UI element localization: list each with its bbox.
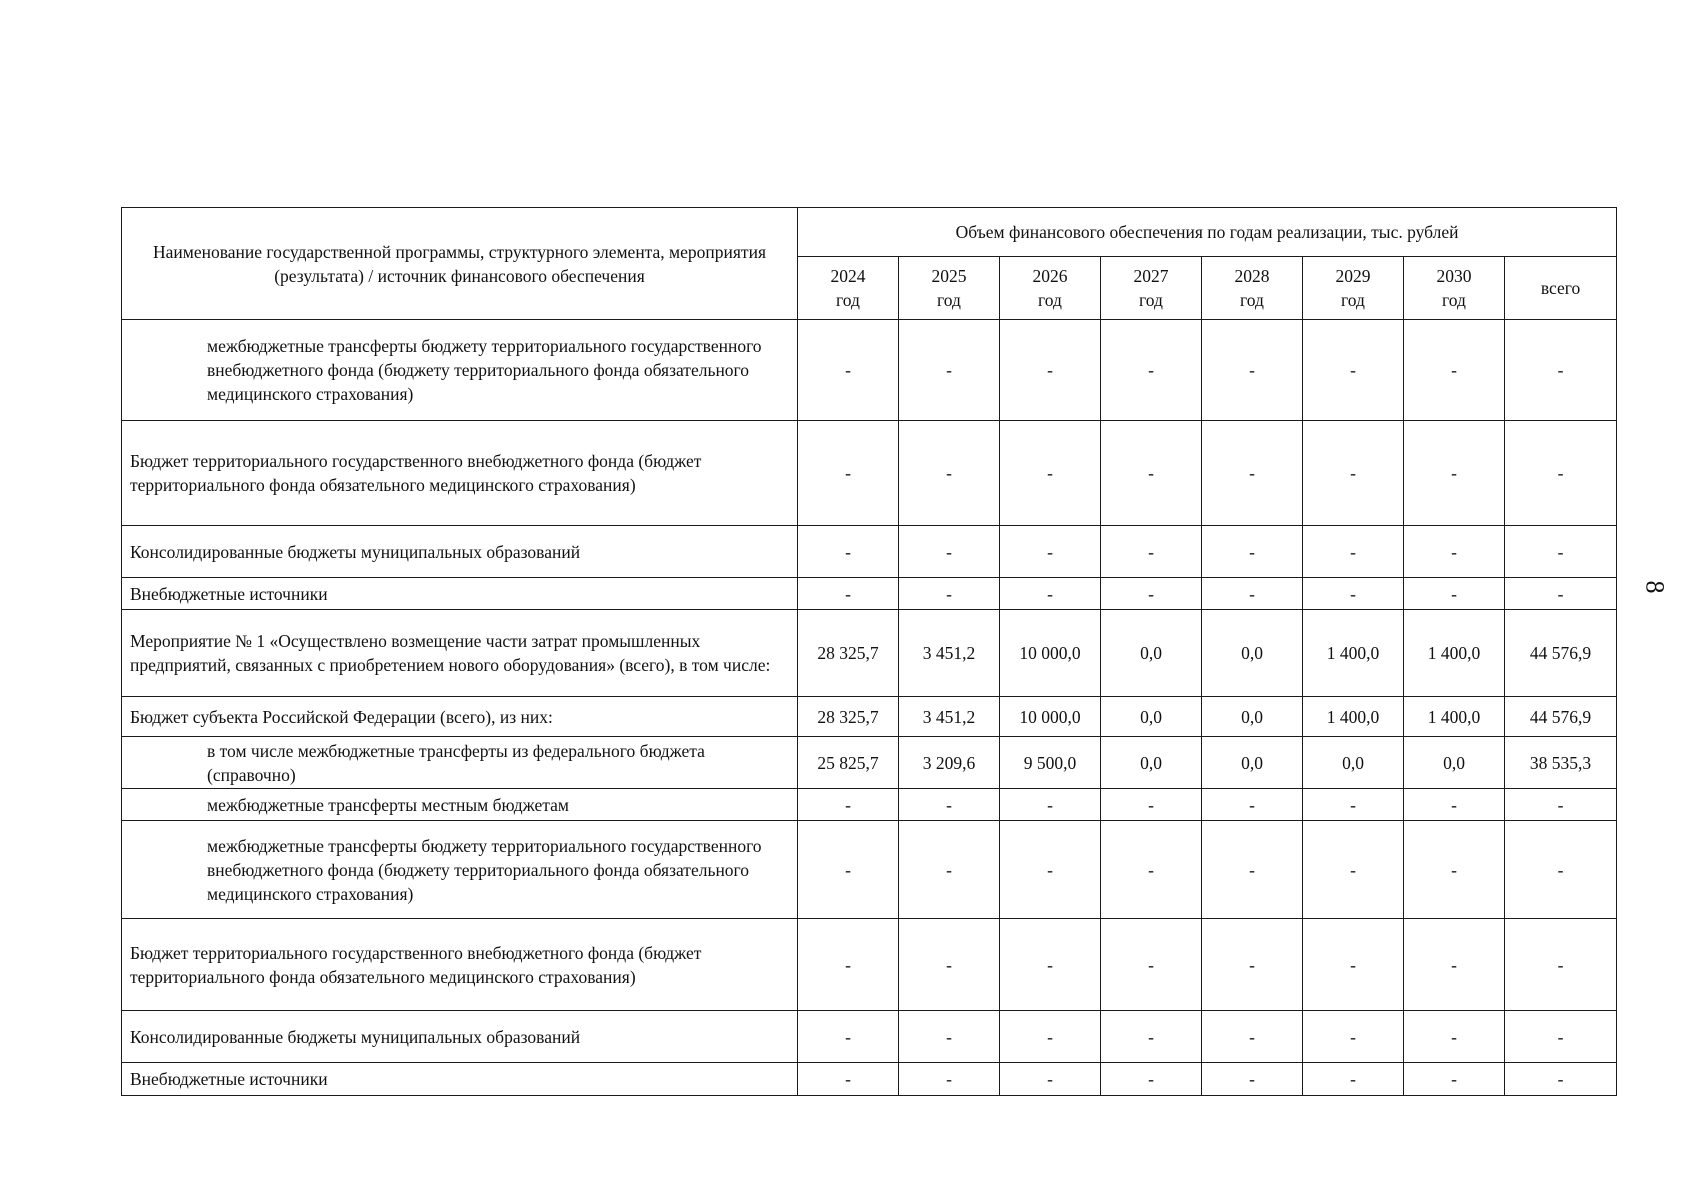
year-value-cell: - <box>1202 421 1303 526</box>
year-value-cell: 0,0 <box>1202 697 1303 737</box>
header-row-top <box>122 208 1617 257</box>
year-value-cell: - <box>1202 320 1303 421</box>
year-value-cell: - <box>1000 320 1101 421</box>
year-value-cell: - <box>1404 1063 1505 1096</box>
year-value-cell: - <box>1101 789 1202 821</box>
table-row <box>122 1011 1617 1063</box>
year-value-cell: - <box>1000 526 1101 578</box>
year-value-cell: 0,0 <box>1404 737 1505 789</box>
year-value-cell: - <box>798 526 899 578</box>
table-row <box>122 919 1617 1011</box>
year-value-cell: 0,0 <box>1303 737 1404 789</box>
year-value-cell: - <box>798 320 899 421</box>
year-value-cell: - <box>1202 1011 1303 1063</box>
total-value-cell: 38 535,3 <box>1505 737 1617 789</box>
year-value-cell: 0,0 <box>1202 737 1303 789</box>
year-value-cell: - <box>1404 421 1505 526</box>
table-row <box>122 789 1617 821</box>
year-value-cell: - <box>1000 789 1101 821</box>
year-value-cell: - <box>1101 421 1202 526</box>
row-name-cell: Консолидированные бюджеты муниципальных образований <box>122 1011 798 1063</box>
total-value-cell: - <box>1505 578 1617 610</box>
year-value-cell: - <box>798 421 899 526</box>
year-value-cell: 28 325,7 <box>798 697 899 737</box>
year-value-cell: - <box>1404 320 1505 421</box>
year-value-cell: - <box>798 789 899 821</box>
year-header-2027: 2027 год <box>1101 257 1202 320</box>
year-value-cell: - <box>1404 1011 1505 1063</box>
table-row <box>122 526 1617 578</box>
year-value-cell: - <box>1101 1011 1202 1063</box>
year-value-cell: - <box>1303 421 1404 526</box>
year-value-cell: - <box>1202 919 1303 1011</box>
row-name-cell: межбюджетные трансферты бюджету территориального государственного внебюджетного фонда (бюджету территориального фонда обязательного медицинского страхования) <box>122 821 798 919</box>
year-value-cell: 3 209,6 <box>899 737 1000 789</box>
year-value-cell: 25 825,7 <box>798 737 899 789</box>
name-column-header: Наименование государственной программы, структурного элемента, мероприятия (результата) / источник финансового обеспечения <box>122 208 798 320</box>
year-value-cell: - <box>1000 1011 1101 1063</box>
year-value-cell: - <box>1303 320 1404 421</box>
table-row <box>122 320 1617 421</box>
finance-volume-header: Объем финансового обеспечения по годам реализации, тыс. рублей <box>798 208 1617 257</box>
row-name-cell: Внебюджетные источники <box>122 1063 798 1096</box>
year-header-2029: 2029 год <box>1303 257 1404 320</box>
year-value-cell: - <box>1101 919 1202 1011</box>
table-row <box>122 578 1617 610</box>
year-value-cell: 1 400,0 <box>1303 697 1404 737</box>
year-value-cell: 3 451,2 <box>899 697 1000 737</box>
year-value-cell: - <box>1404 919 1505 1011</box>
year-value-cell: - <box>1404 526 1505 578</box>
year-value-cell: 0,0 <box>1101 610 1202 697</box>
total-value-cell: - <box>1505 1011 1617 1063</box>
row-name-cell: межбюджетные трансферты бюджету территориального государственного внебюджетного фонда (бюджету территориального фонда обязательного медицинского страхования) <box>122 320 798 421</box>
year-value-cell: - <box>1303 789 1404 821</box>
year-value-cell: 0,0 <box>1101 697 1202 737</box>
year-value-cell: - <box>899 320 1000 421</box>
year-header-2025: 2025 год <box>899 257 1000 320</box>
year-value-cell: - <box>1303 1063 1404 1096</box>
table-body <box>122 320 1617 1096</box>
year-value-cell: - <box>899 821 1000 919</box>
year-value-cell: - <box>1303 1011 1404 1063</box>
year-value-cell: - <box>1202 821 1303 919</box>
year-value-cell: - <box>899 1011 1000 1063</box>
total-value-cell: - <box>1505 526 1617 578</box>
year-value-cell: 0,0 <box>1101 737 1202 789</box>
year-value-cell: - <box>1303 526 1404 578</box>
row-name-cell: Мероприятие № 1 «Осуществлено возмещение части затрат промышленных предприятий, связанных с приобретением нового оборудования» (всего), в том числе: <box>122 610 798 697</box>
year-value-cell: - <box>1202 578 1303 610</box>
year-value-cell: - <box>1000 421 1101 526</box>
year-value-cell: - <box>1101 821 1202 919</box>
year-value-cell: - <box>899 1063 1000 1096</box>
year-value-cell: - <box>1000 919 1101 1011</box>
total-value-cell: - <box>1505 1063 1617 1096</box>
year-value-cell: - <box>1202 1063 1303 1096</box>
year-value-cell: - <box>1000 821 1101 919</box>
total-value-cell: - <box>1505 421 1617 526</box>
year-value-cell: - <box>1101 320 1202 421</box>
year-value-cell: - <box>899 919 1000 1011</box>
page-number: 8 <box>1640 580 1670 594</box>
table-row <box>122 697 1617 737</box>
table-row <box>122 1063 1617 1096</box>
year-value-cell: 28 325,7 <box>798 610 899 697</box>
total-value-cell: - <box>1505 789 1617 821</box>
row-name-cell: Консолидированные бюджеты муниципальных образований <box>122 526 798 578</box>
year-value-cell: - <box>1404 578 1505 610</box>
year-header-2024: 2024 год <box>798 257 899 320</box>
year-value-cell: 10 000,0 <box>1000 610 1101 697</box>
year-value-cell: - <box>798 1011 899 1063</box>
table-row <box>122 421 1617 526</box>
year-value-cell: - <box>899 789 1000 821</box>
year-value-cell: 9 500,0 <box>1000 737 1101 789</box>
year-value-cell: 3 451,2 <box>899 610 1000 697</box>
year-value-cell: 1 400,0 <box>1303 610 1404 697</box>
year-value-cell: - <box>798 578 899 610</box>
year-value-cell: - <box>1101 578 1202 610</box>
year-value-cell: - <box>1000 1063 1101 1096</box>
year-value-cell: - <box>1404 821 1505 919</box>
year-value-cell: - <box>1303 821 1404 919</box>
total-header: всего <box>1505 257 1617 320</box>
year-value-cell: - <box>1101 1063 1202 1096</box>
table-row <box>122 821 1617 919</box>
row-name-cell: межбюджетные трансферты местным бюджетам <box>122 789 798 821</box>
year-header-2026: 2026 год <box>1000 257 1101 320</box>
row-name-cell: Бюджет территориального государственного внебюджетного фонда (бюджет территориального фонда обязательного медицинского страхования) <box>122 421 798 526</box>
table-row <box>122 737 1617 789</box>
year-value-cell: - <box>1202 789 1303 821</box>
total-value-cell: 44 576,9 <box>1505 610 1617 697</box>
year-value-cell: 1 400,0 <box>1404 610 1505 697</box>
year-value-cell: - <box>1303 578 1404 610</box>
year-value-cell: 1 400,0 <box>1404 697 1505 737</box>
year-value-cell: - <box>1404 789 1505 821</box>
year-header-2028: 2028 год <box>1202 257 1303 320</box>
total-value-cell: 44 576,9 <box>1505 697 1617 737</box>
row-name-cell: в том числе межбюджетные трансферты из федерального бюджета (справочно) <box>122 737 798 789</box>
year-value-cell: - <box>798 821 899 919</box>
year-value-cell: - <box>1101 526 1202 578</box>
year-value-cell: - <box>899 421 1000 526</box>
total-value-cell: - <box>1505 821 1617 919</box>
year-value-cell: 10 000,0 <box>1000 697 1101 737</box>
year-header-2030: 2030 год <box>1404 257 1505 320</box>
year-value-cell: - <box>1000 578 1101 610</box>
row-name-cell: Внебюджетные источники <box>122 578 798 610</box>
year-value-cell: - <box>798 1063 899 1096</box>
row-name-cell: Бюджет территориального государственного внебюджетного фонда (бюджет территориального фонда обязательного медицинского страхования) <box>122 919 798 1011</box>
year-value-cell: - <box>1202 526 1303 578</box>
total-value-cell: - <box>1505 919 1617 1011</box>
total-value-cell: - <box>1505 320 1617 421</box>
table-row <box>122 610 1617 697</box>
year-value-cell: - <box>899 578 1000 610</box>
year-value-cell: 0,0 <box>1202 610 1303 697</box>
year-value-cell: - <box>1303 919 1404 1011</box>
financing-table <box>121 207 1617 1096</box>
row-name-cell: Бюджет субъекта Российской Федерации (всего), из них: <box>122 697 798 737</box>
year-value-cell: - <box>798 919 899 1011</box>
year-value-cell: - <box>899 526 1000 578</box>
